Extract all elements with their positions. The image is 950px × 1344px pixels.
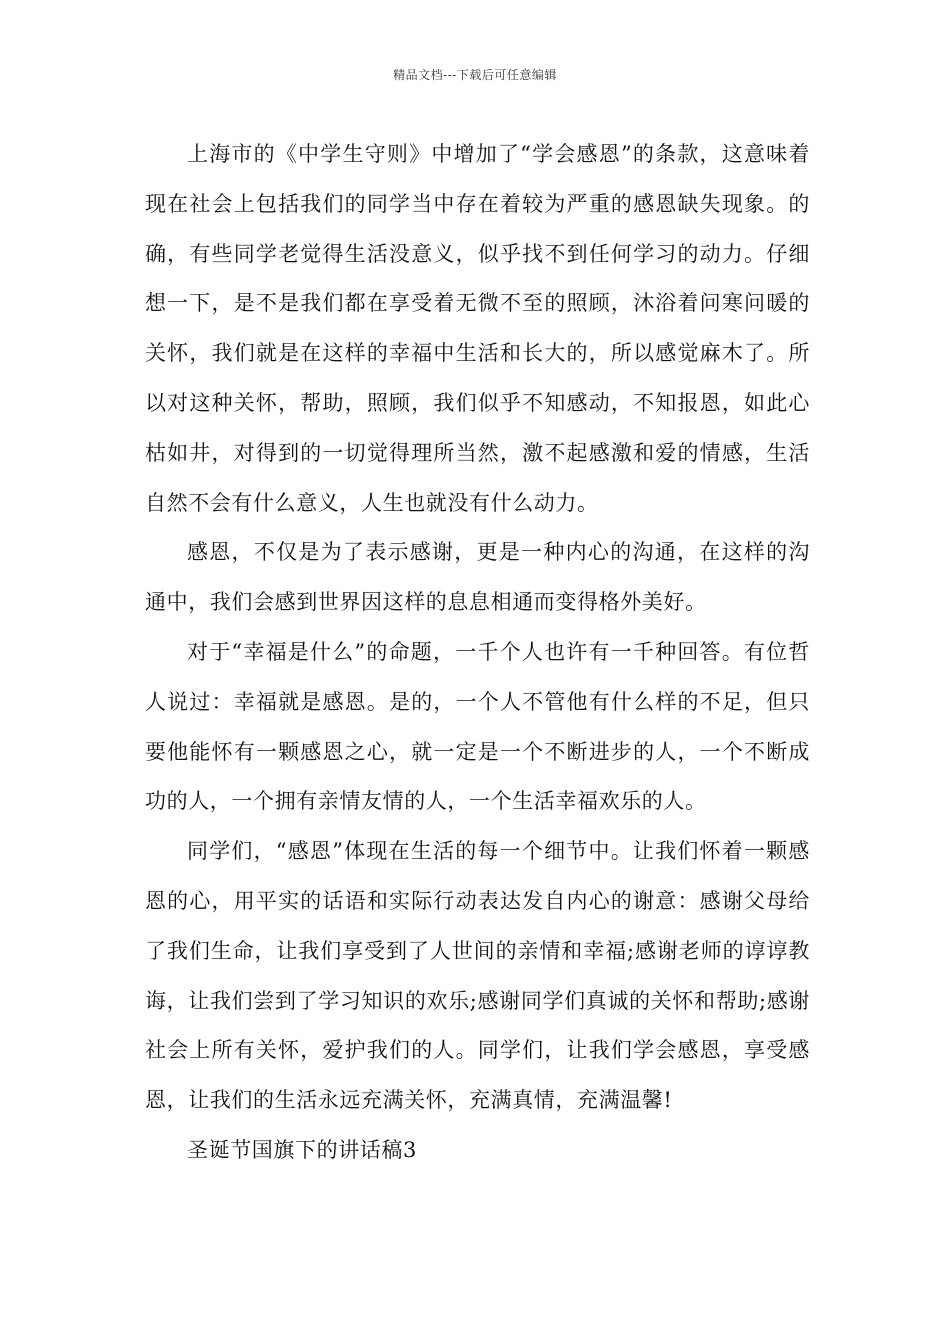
paragraph-4: 同学们，“感恩”体现在生活的每一个细节中。让我们怀着一颗感恩的心，用平实的话语和实际行动表达发自内心的谢意：感谢父母给了我们生命，让我们享受到了人世间的亲情和幸福;感谢老师的谆谆教诲，让我们尝到了学习知识的欢乐;感谢同学们真诚的关怀和帮助;感谢社会上所有关怀，爱护我们的人。同学们，让我们学会感恩，享受感恩，让我们的生活永远充满关怀，充满真情，充满温馨!	[145, 839, 810, 1113]
paragraph-1: 上海市的《中学生守则》中增加了“学会感恩”的条款，这意味着现在社会上包括我们的同学当中存在着较为严重的感恩缺失现象。的确，有些同学老觉得生活没意义，似乎找不到任何学习的动力。仔细想一下，是不是我们都在享受着无微不至的照顾，沐浴着问寒问暖的关怀，我们就是在这样的幸福中生活和长大的，所以感觉麻木了。所以对这种关怀，帮助，照顾，我们似乎不知感动，不知报恩，如此心枯如井，对得到的一切觉得理所当然，激不起感激和爱的情感，生活自然不会有什么意义，人生也就没有什么动力。	[145, 142, 810, 515]
paragraph-3: 对于“幸福是什么”的命题，一千个人也许有一千种回答。有位哲人说过：幸福就是感恩。是的，一个人不管他有什么样的不足，但只要他能怀有一颗感恩之心，就一定是一个不断进步的人，一个不断成功的人，一个拥有亲情友情的人，一个生活幸福欢乐的人。	[145, 639, 810, 814]
document-body	[145, 130, 810, 1176]
paragraph-2: 感恩，不仅是为了表示感谢，更是一种内心的沟通，在这样的沟通中，我们会感到世界因这样的息息相通而变得格外美好。	[145, 540, 810, 615]
page-header: 精品文档---下载后可任意编辑	[393, 68, 557, 82]
section-heading: 圣诞节国旗下的讲话稿3	[187, 1137, 417, 1162]
